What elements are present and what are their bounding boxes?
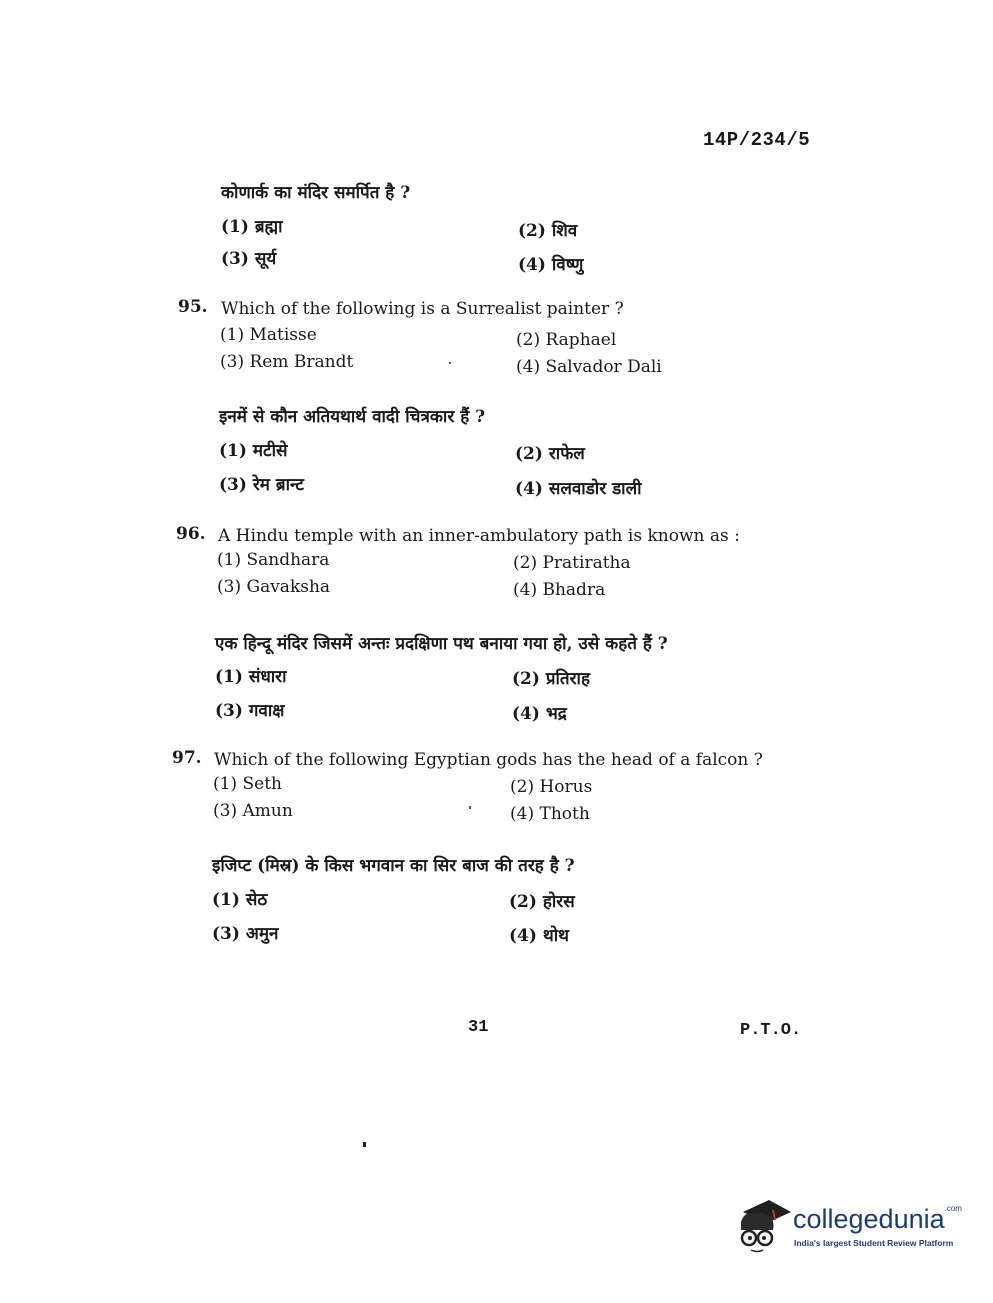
q94-hindi-option-3: (3) सूर्य bbox=[221, 249, 277, 269]
q96-hindi-question: एक हिन्दू मंदिर जिसमें अन्तः प्रदक्षिणा पथ बनाया गया हो, उसे कहते हैं ? bbox=[215, 634, 668, 654]
q96-hindi-option-2: (2) प्रतिराह bbox=[512, 669, 590, 689]
q96-option-4: (4) Bhadra bbox=[513, 580, 606, 600]
q94-hindi-option-2: (2) शिव bbox=[518, 221, 578, 241]
student-mascot-icon bbox=[733, 1196, 793, 1256]
q97-number: 97. bbox=[172, 748, 202, 768]
q95-hindi-option-4: (4) सलवाडोर डाली bbox=[515, 479, 642, 499]
logo-name: collegedunia$^{.com}$ bbox=[793, 1204, 962, 1234]
q94-hindi-question: कोणार्क का मंदिर समर्पित है ? bbox=[221, 183, 411, 203]
scan-mark bbox=[363, 1142, 366, 1147]
q95-question: Which of the following is a Surrealist painter ? bbox=[221, 299, 624, 319]
q97-option-3: (3) Amun bbox=[213, 801, 293, 821]
q95-hindi-option-1: (1) मटीसे bbox=[219, 441, 288, 461]
q97-hindi-option-1: (1) सेठ bbox=[212, 890, 268, 910]
q97-option-4: (4) Thoth bbox=[510, 804, 590, 824]
q95-option-4: (4) Salvador Dali bbox=[516, 357, 662, 377]
q97-option-1: (1) Seth bbox=[213, 774, 282, 794]
q95-option-3: (3) Rem Brandt bbox=[220, 352, 354, 372]
q96-hindi-option-4: (4) भद्र bbox=[512, 704, 567, 724]
q94-hindi-option-1: (1) ब्रह्मा bbox=[221, 217, 283, 237]
q97-hindi-option-4: (4) थोथ bbox=[509, 926, 569, 946]
q96-option-3: (3) Gavaksha bbox=[217, 577, 331, 597]
q96-hindi-option-3: (3) गवाक्ष bbox=[215, 701, 285, 721]
q95-hindi-option-2: (2) राफेल bbox=[515, 444, 585, 464]
q95-hindi-question: इनमें से कौन अतियथार्थ वादी चित्रकार हैं ? bbox=[219, 407, 486, 427]
q96-hindi-option-1: (1) संधारा bbox=[215, 667, 287, 687]
q95-option-1: (1) Matisse bbox=[220, 325, 317, 345]
q96-option-1: (1) Sandhara bbox=[217, 550, 330, 570]
q96-option-2: (2) Pratiratha bbox=[513, 553, 631, 573]
q95-number: 95. bbox=[178, 297, 208, 317]
q97-hindi-option-3: (3) अमुन bbox=[212, 924, 279, 944]
scan-mark bbox=[449, 362, 451, 364]
scan-mark bbox=[469, 806, 471, 809]
collegedunia-logo bbox=[733, 1196, 963, 1256]
q96-question: A Hindu temple with an inner-ambulatory path is known as : bbox=[218, 526, 740, 546]
q97-option-2: (2) Horus bbox=[510, 777, 593, 797]
page-number: 31 bbox=[468, 1018, 489, 1037]
q97-question: Which of the following Egyptian gods has the head of a falcon ? bbox=[214, 750, 763, 770]
paper-code: 14P/234/5 bbox=[703, 129, 811, 151]
q95-hindi-option-3: (3) रेम ब्रान्ट bbox=[219, 475, 304, 495]
q95-option-2: (2) Raphael bbox=[516, 330, 617, 350]
q96-number: 96. bbox=[176, 524, 206, 544]
logo-tagline: India's largest Student Review Platform bbox=[794, 1238, 954, 1248]
q94-hindi-option-4: (4) विष्णु bbox=[518, 255, 584, 275]
q97-hindi-option-2: (2) होरस bbox=[509, 892, 575, 912]
q97-hindi-question: इजिप्ट (मिस्र) के किस भगवान का सिर बाज की तरह है ? bbox=[212, 856, 575, 876]
pto-label: P.T.O. bbox=[740, 1021, 802, 1040]
